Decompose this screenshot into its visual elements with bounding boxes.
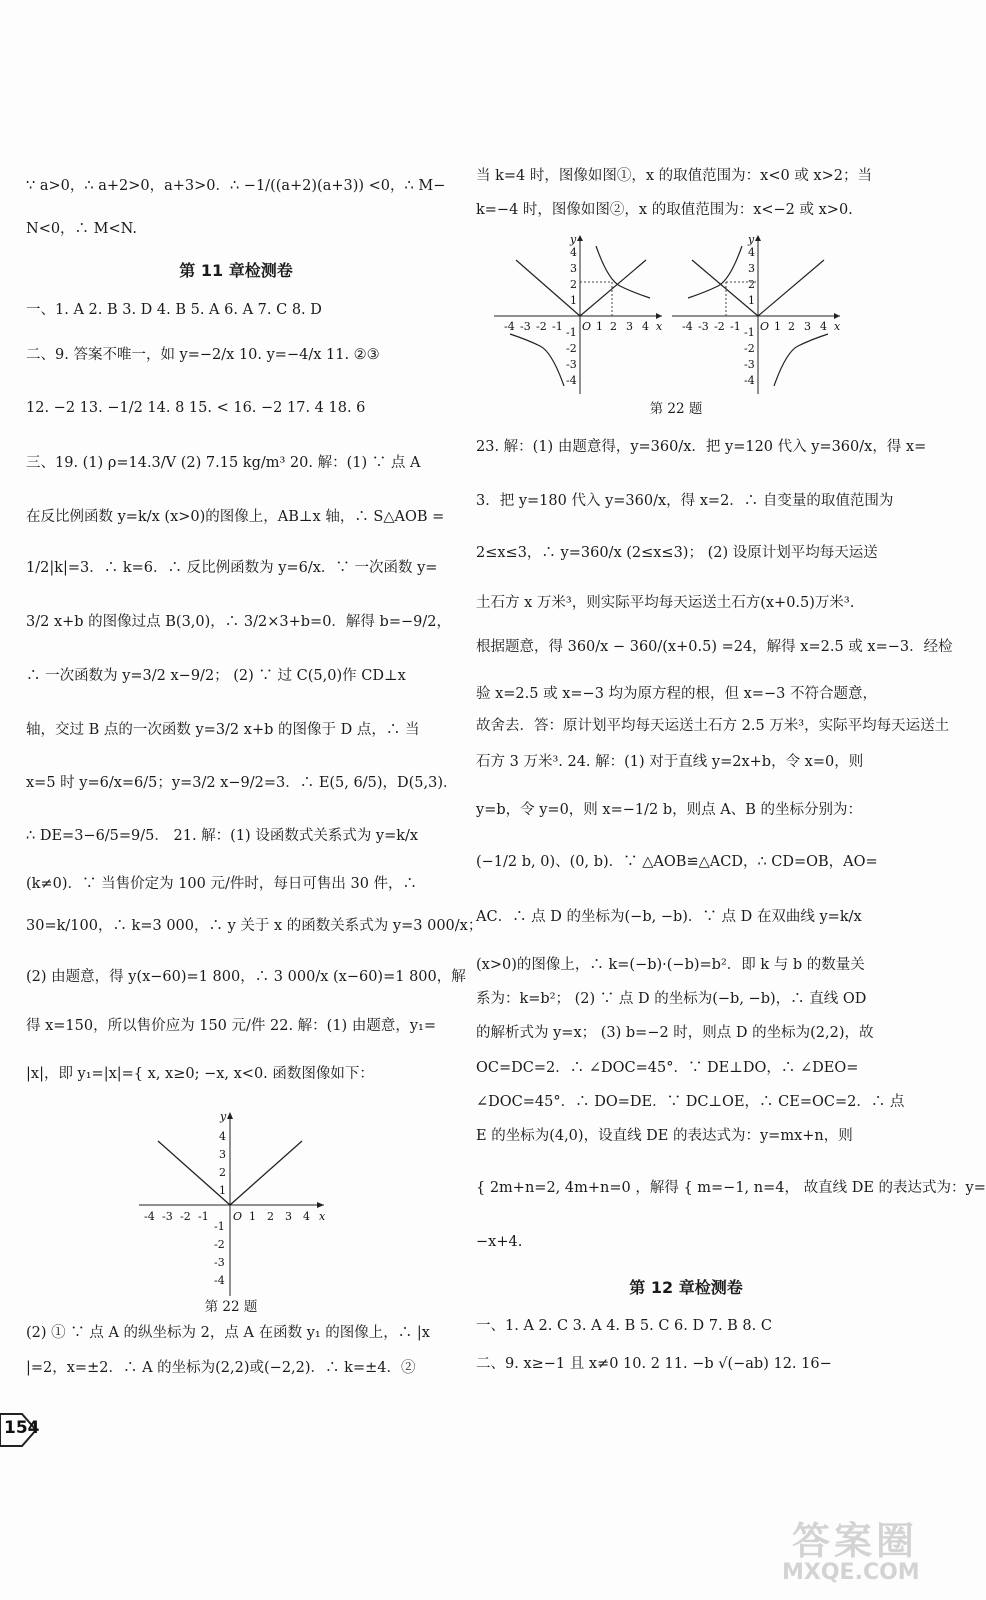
text-line: |=2，x=±2．∴ A 的坐标为(2,2)或(−2,2)．∴ k=±4．② [26, 1360, 416, 1376]
text-line: 2≤x≤3，∴ y=360/x (2≤x≤3)； (2) 设原计划平均每天运送 [476, 545, 878, 561]
text-line: (x>0)的图像上，∴ k=(−b)·(−b)=b²．即 k 与 b 的数量关 [476, 957, 865, 973]
svg-text:3: 3 [219, 1148, 226, 1161]
svg-text:-4: -4 [144, 1210, 155, 1223]
svg-text:-4: -4 [566, 374, 577, 387]
svg-text:-3: -3 [566, 358, 577, 371]
svg-text:1: 1 [774, 320, 781, 333]
svg-text:3: 3 [804, 320, 811, 333]
svg-text:-2: -2 [744, 342, 755, 355]
hyperbola-q2 [688, 246, 742, 298]
svg-text:-1: -1 [566, 326, 577, 339]
text-line: y=b，令 y=0，则 x=−1/2 b，则点 A、B 的坐标分别为： [476, 802, 862, 818]
text-line: ∴ 一次函数为 y=3/2 x−9/2； (2) ∵ 过 C(5,0)作 CD⊥x [26, 668, 406, 684]
text-line: 二、9. x≥−1 且 x≠0 10. 2 11. −b √(−ab) 12. 16− [476, 1356, 832, 1372]
svg-text:2: 2 [610, 320, 617, 333]
x-axis-label: x [319, 1210, 326, 1223]
text-line: 二、9. 答案不唯一，如 y=−2/x 10. y=−4/x 11. ②③ [26, 347, 380, 363]
svg-text:-3: -3 [698, 320, 709, 333]
svg-text:-1: -1 [198, 1210, 209, 1223]
svg-text:3: 3 [748, 262, 755, 275]
text-line: 验 x=2.5 或 x=−3 均为原方程的根，但 x=−3 不符合题意， [476, 686, 877, 702]
text-line: 30=k/100，∴ k=3 000，∴ y 关于 x 的函数关系式为 y=3 000/x； [26, 918, 483, 934]
x-ticks [144, 1210, 310, 1223]
abs-right-branch [580, 260, 646, 316]
svg-text:1: 1 [570, 294, 577, 307]
text-line: 12. −2 13. −1/2 14. 8 15. < 16. −2 17. 4 18. 6 [26, 400, 366, 416]
svg-text:4: 4 [820, 320, 827, 333]
svg-text:1: 1 [249, 1210, 256, 1223]
svg-text:4: 4 [748, 246, 755, 259]
text-line: 轴，交过 B 点的一次函数 y=3/2 x+b 的图像于 D 点，∴ 当 [26, 722, 420, 738]
chapter-12-heading: 第 12 章检测卷 [629, 1278, 743, 1297]
svg-text:3: 3 [626, 320, 633, 333]
axes [139, 1114, 324, 1296]
text-line: 3．把 y=180 代入 y=360/x，得 x=2．∴ 自变量的取值范围为 [476, 493, 894, 509]
svg-text:-3: -3 [214, 1256, 225, 1269]
svg-text:-3: -3 [744, 358, 755, 371]
text-line: 1/2|k|=3．∴ k=6．∴ 反比例函数为 y=6/x．∵ 一次函数 y= [26, 560, 438, 576]
text-line: 当 k=4 时，图像如图①，x 的取值范围为：x<0 或 x>2；当 [476, 168, 872, 184]
svg-text:-2: -2 [536, 320, 547, 333]
abs-right-branch [758, 260, 824, 316]
svg-text:-4: -4 [504, 320, 515, 333]
text-line: 23. 解：(1) 由题意得，y=360/x．把 y=120 代入 y=360/x，得 x= [476, 439, 927, 455]
text-line: { 2m+n=2, 4m+n=0 ，解得 { m=−1, n=4， 故直线 DE 的表达式为：y= [476, 1180, 986, 1196]
svg-text:2: 2 [788, 320, 795, 333]
text-line: (2) ① ∵ 点 A 的纵坐标为 2，点 A 在函数 y₁ 的图像上，∴ |x [26, 1325, 430, 1341]
text-line: 在反比例函数 y=k/x (x>0)的图像上，AB⊥x 轴，∴ S△AOB = [26, 509, 445, 525]
text-line: (k≠0)．∵ 当售价定为 100 元/件时，每日可售出 30 件，∴ [26, 876, 418, 892]
right-branch [230, 1141, 302, 1205]
text-line: E 的坐标为(4,0)，设直线 DE 的表达式为：y=mx+n，则 [476, 1128, 853, 1144]
page-number: 154 [4, 1418, 40, 1438]
y-arrow [227, 1112, 233, 1119]
hyperbola-q4 [774, 334, 828, 386]
svg-text:-1: -1 [730, 320, 741, 333]
y-axis-label: y [220, 1110, 227, 1123]
axes [494, 237, 662, 394]
graph-k-negative [668, 232, 848, 397]
text-line: 3/2 x+b 的图像过点 B(3,0)，∴ 3/2×3+b=0．解得 b=−9/2， [26, 614, 451, 630]
text-line: −x+4. [476, 1234, 523, 1250]
svg-text:3: 3 [570, 262, 577, 275]
svg-text:4: 4 [642, 320, 649, 333]
text-line: (2) 由题意，得 y(x−60)=1 800，∴ 3 000/x (x−60)=1 800，解 [26, 969, 466, 985]
svg-text:3: 3 [285, 1210, 292, 1223]
text-line: N<0，∴ M<N. [26, 221, 138, 237]
text-line: 得 x=150，所以售价应为 150 元/件 22. 解：(1) 由题意，y₁= [26, 1018, 436, 1034]
text-line: ∵ a>0，∴ a+2>0，a+3>0．∴ −1/((a+2)(a+3)) <0，∴ M− [26, 178, 446, 194]
svg-text:4: 4 [570, 246, 577, 259]
text-line: (−1/2 b, 0)、(0, b)．∵ △AOB≌△ACD，∴ CD=OB，AO= [476, 854, 878, 870]
svg-text:1: 1 [748, 294, 755, 307]
figure-caption: 第 22 题 [649, 401, 703, 417]
text-line: 系为：k=b²； (2) ∵ 点 D 的坐标为(−b, −b)，∴ 直线 OD [476, 991, 867, 1007]
axes [672, 237, 840, 394]
text-line: 根据题意，得 360/x − 360/(x+0.5) =24，解得 x=2.5 或 x=−3．经检 [476, 639, 953, 655]
watermark-text: 答案圈 [792, 1519, 919, 1563]
watermark [782, 1510, 972, 1590]
svg-text:2: 2 [219, 1166, 226, 1179]
text-line: k=−4 时，图像如图②，x 的取值范围为：x<−2 或 x>0. [476, 202, 853, 218]
text-line: 故舍去．答：原计划平均每天运送土石方 2.5 万米³，实际平均每天运送土 [476, 718, 950, 734]
svg-text:-2: -2 [214, 1238, 225, 1251]
origin-label: O [233, 1210, 243, 1223]
text-line: AC．∴ 点 D 的坐标为(−b, −b)．∵ 点 D 在双曲线 y=k/x [476, 909, 862, 925]
text-line: 一、1. A 2. B 3. D 4. B 5. A 6. A 7. C 8. D [26, 302, 322, 318]
svg-text:y: y [748, 233, 755, 246]
text-line: x=5 时 y=6/x=6/5；y=3/2 x−9/2=3．∴ E(5, 6/5)，D(5,3)． [26, 775, 458, 791]
text-line: ∠DOC=45°．∴ DO=DE．∵ DC⊥OE，∴ CE=OC=2．∴ 点 [476, 1094, 905, 1110]
text-line: 石方 3 万米³. 24. 解：(1) 对于直线 y=2x+b，令 x=0，则 [476, 754, 864, 770]
page-number-badge [0, 1410, 40, 1450]
svg-text:4: 4 [303, 1210, 310, 1223]
svg-text:1: 1 [596, 320, 603, 333]
svg-text:2: 2 [267, 1210, 274, 1223]
svg-text:-1: -1 [214, 1220, 225, 1233]
abs-value-graph [134, 1108, 334, 1298]
hyperbola-q3 [510, 334, 564, 386]
svg-text:1: 1 [219, 1184, 226, 1197]
text-line: 一、1. A 2. C 3. A 4. B 5. C 6. D 7. B 8. C [476, 1318, 772, 1334]
svg-text:O: O [760, 320, 770, 333]
text-line: 的解析式为 y=x； (3) b=−2 时，则点 D 的坐标为(2,2)，故 [476, 1025, 874, 1041]
svg-text:-2: -2 [180, 1210, 191, 1223]
svg-text:-2: -2 [566, 342, 577, 355]
text-line: ∴ DE=3−6/5=9/5． 21. 解：(1) 设函数式关系式为 y=k/x [26, 828, 419, 844]
svg-text:2: 2 [570, 278, 577, 291]
svg-text:x: x [656, 320, 663, 333]
chapter-11-heading: 第 11 章检测卷 [179, 261, 293, 280]
svg-text:4: 4 [219, 1130, 226, 1143]
svg-text:2: 2 [748, 278, 755, 291]
figure-caption: 第 22 题 [204, 1299, 258, 1315]
svg-text:-3: -3 [162, 1210, 173, 1223]
svg-text:-4: -4 [214, 1274, 225, 1287]
svg-text:O: O [582, 320, 592, 333]
svg-text:-4: -4 [682, 320, 693, 333]
svg-text:-1: -1 [744, 326, 755, 339]
text-line: 土石方 x 万米³，则实际平均每天运送土石方(x+0.5)万米³. [476, 595, 855, 611]
svg-text:-4: -4 [744, 374, 755, 387]
text-line: OC=DC=2．∴ ∠DOC=45°．∵ DE⊥DO，∴ ∠DEO= [476, 1060, 859, 1076]
svg-text:-2: -2 [714, 320, 725, 333]
hyperbola-q1 [596, 246, 650, 298]
svg-text:x: x [834, 320, 841, 333]
text-line: 三、19. (1) ρ=14.3/V (2) 7.15 kg/m³ 20. 解：(1) ∵ 点 A [26, 455, 421, 471]
y-ticks [214, 1130, 226, 1287]
watermark-url: MXQE.COM [782, 1560, 920, 1585]
text-line: |x|，即 y₁=|x|={ x, x≥0; −x, x<0. 函数图像如下： [26, 1066, 374, 1082]
x-arrow [317, 1202, 324, 1208]
svg-text:-1: -1 [552, 320, 563, 333]
svg-text:y: y [570, 233, 577, 246]
graph-k-positive [490, 232, 670, 397]
svg-text:-3: -3 [520, 320, 531, 333]
